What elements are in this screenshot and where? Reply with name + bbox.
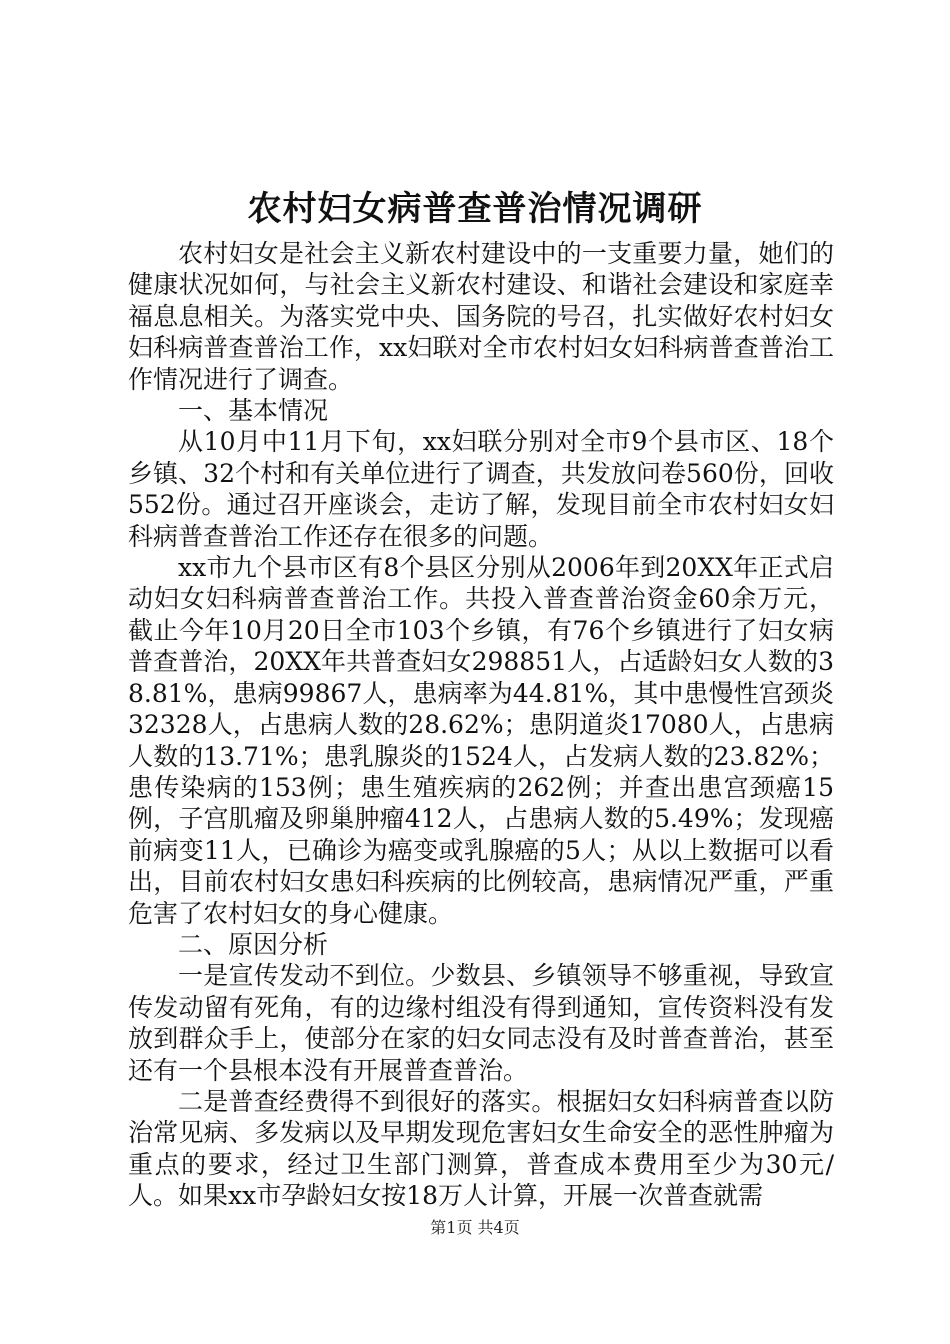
statistics-paragraph: xx市九个县市区有8个县区分别从2006年到20XX年正式启动妇女妇科病普查普治工作。共投入普查普治资金60余万元，截止今年10月20日全市103个乡镇，有76个乡镇进行了妇女病普查普治，20XX年共普查妇女298851人，占适龄妇女人数的38.81%，患病99867人，患病率为44.81%，其中患慢性宫颈炎32328人，占患病人数的28.62%；患阴道炎17080人，占患病人数的13.71%；患乳腺炎的1524人，占发病人数的23.82%；患传染病的153例；患生殖疾病的262例；并查出患宫颈癌15例，子宫肌瘤及卵巢肿瘤412人，占患病人数的5.49%；发现癌前病变11人，已确诊为癌变或乳腺癌的5人；从以上数据可以看出，目前农村妇女患妇科疾病的比例较高，患病情况严重，严重危害了农村妇女的身心健康。 (128, 553, 834, 928)
intro-paragraph: 农村妇女是社会主义新农村建设中的一支重要力量，她们的健康状况如何，与社会主义新农村建设、和谐社会建设和家庭幸福息息相关。为落实党中央、国务院的号召，扎实做好农村妇女妇科病普查普治工作，xx妇联对全市农村妇女妇科病普查普治工作情况进行了调查。 (128, 239, 834, 394)
document-body (128, 238, 834, 1212)
section-heading-causes: 二、原因分析 (178, 929, 329, 959)
survey-paragraph: 从10月中11月下旬，xx妇联分别对全市9个县市区、18个乡镇、32个村和有关单位进行了调查，共发放问卷560份，回收552份。通过召开座谈会，走访了解，发现目前全市农村妇女妇科病普查普治工作还存在很多的问题。 (128, 427, 834, 551)
document-title: 农村妇女病普查普治情况调研 (247, 189, 703, 229)
cause-two-paragraph: 二是普查经费得不到很好的落实。根据妇女妇科病普查以防治常见病、多发病以及早期发现危害妇女生命安全的恶性肿瘤为重点的要求，经过卫生部门测算，普查成本费用至少为30元/人。如果xx市孕龄妇女按18万人计算，开展一次普查就需 (128, 1086, 834, 1211)
page-number: 第1页 共4页 (430, 1218, 520, 1237)
cause-one-paragraph: 一是宣传发动不到位。少数县、乡镇领导不够重视，导致宣传发动留有死角，有的边缘村组没有得到通知，宣传资料没有发放到群众手上，使部分在家的妇女同志没有及时普查普治，甚至还有一个县根本没有开展普查普治。 (128, 961, 834, 1085)
section-heading-basic: 一、基本情况 (178, 396, 329, 426)
